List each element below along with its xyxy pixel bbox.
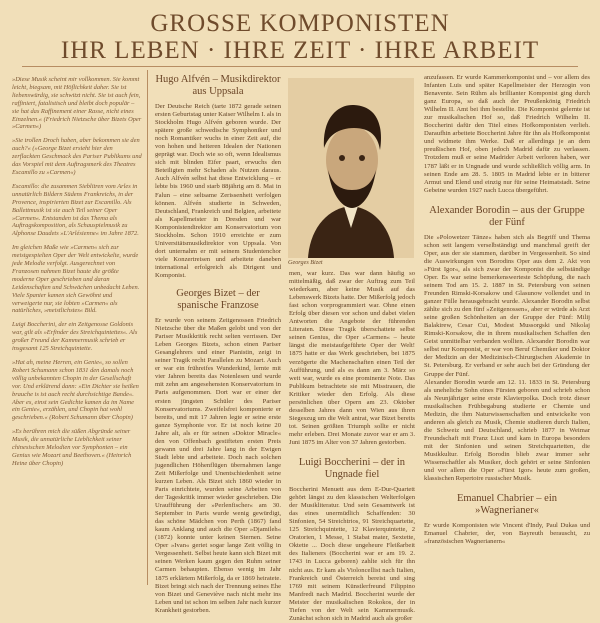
header-title: GROSSE KOMPONISTEN (150, 10, 450, 37)
article-text-bizet: Er wurde von seinem Zeitgenossen Friedrich Nietzsche über die Maßen gelobt und von der Pariser Musikkritik recht selten verrissen. Der Leben Georges Bizets, schon einen Pariser Gesanglehrers und einer Pianistin, zeigt in seiner Tragik recht Parallelen zu Mozart. Auch er war ein frühreifes Wunderkind, lernte mit vier Jahren bereits das Notenlesen und wurde mit zehn am angesehensten Konservatorium in Paris aufgenommen. Dort war er einer der ersten jüngsten Schüler des Pariser Konservatoriums. Zweifelsfrei komponierte er bereits, und mit 17 Jahren legte er seine erste ganze Symphonie vor. Er ist noch keine 20 Jahre alt, als er für seinen »Doktor Miracle« den von Offenbach gestifteten ersten Preis gewann und drei Jahre lang in der Ewigen Stadt lebte und arbeitete. Doch nach solchen jugendlichen Höhenflügen übernahmen lange Zeit Mißerfolge und Unentschiedenheit seine kurzen Leben. Als Bizet sich 1860 wieder in Paris einrichtete, wurden seine Arbeiten von der Tageskritik immer wieder geschrieben. Die Uraufführung der »Perlenfischer« am 30. September in Paris wurde wenig gewürdigt, das schöne Mädchen von Perth (1867) fand kaum Anklang und auch die Oper »Djamileh« (1872) konnte unter keinen Sternen. Seine Oper »Ivan« geriet sogar lange Zeit völlig in Vergessenheit. Selbst heute kann sich Bizet mit seinen Werken kaum gegen den Ruhm seiner Carmen behaupten. Ebenso wenig im Jahr 1875 erklärtem Mißerfolg, da er 1869 heiratete. Bizet bringt sich nach der Trennung seines Ehe von Bizet und Geneviève nach nicht mehr ins Leben und ist schon im selben Jahr nach kurzer Krankheit gestorben. (155, 317, 281, 614)
column-3 (289, 270, 415, 622)
bizet-portrait-icon (288, 78, 414, 258)
article-text-borodin-continued: Alexander Borodin wurde am 12. 11. 1833 in St. Petersburg als uneheliche Sohn eines Fürsten geboren und schrieb schon als Neunjähriger seine erste Klavierpolka. Doch trotz dieser musikalischen Frühbegabung studierte er Chemie und Medizin, die ihm Naturwissenschaften und entwickelte von anderen als gleich zu Musik, Chemie studieren durch Italien, die Schweiz und Deutschland, schrieb 1877 in Weimar Freundschaft mit Franz Liszt und kam in Europa besonders mit der Sinfonien und seinen Streichquartetten, die Musikkultur. Erfolg Borodin blieb zwar immer sehr Wissenschaftler als Musiker, doch gehört er seine Sinfonien und vor allem die Oper »Fürst Igor« heute zum großen, klassischen Repertoire russischer Musik. (424, 378, 590, 483)
article-text-boccherini-continued: anzufassen. Er wurde Kammerkomponist und – vor allem des Infanten Luis und später Kapellmeister der Herzogin von Benavente. Sein Rühm als brillianter Komponist ging durch ganz Europa, so daß auch der Preußenkönig Friedrich Wilhelm II. Amt bei ihm bestellte. Die Komponist gelernte ist zur musikalischen Hof so, daß Friedrich Wilhelm II. Boccherini dafür den Titel eines Hofkomponisten verlieh. Daraufhin arbeitete Boccherini Jahre für ihn als Hofkomponist und widmete ihm Werke. Daß er allerdings je an dem preußischen Hof, oben jedoch Madrid dafür zu verlassen. Trotzdem muß er seine Madrider Arbeit verloren haben, wer 1787 läßt er in Ungnade und wurde schließlich völlig arm. In seinen Ende am 28. 5. 1805 in Madrid lebte er in bitterer Armut und Elend und einzig nur für seine Heimatstadt. Seine Gebeine wurden 1927 nach Lucca übergeführt. (424, 74, 590, 194)
article-title-boccherini: Luigi Boccherini – der in Ungnade fiel (298, 457, 406, 481)
column-4 (424, 74, 590, 586)
quote-sidebar (12, 76, 142, 474)
article-title-chabrier: Emanuel Chabrier – ein »Wagnerianer« (456, 493, 557, 517)
portrait-image (288, 78, 414, 258)
article-text-alfven: Der Deutsche Reich (tarte 1872 gerade seinen ersten Geburtstag unter Kaiser Wilhelm I. als in Stockholm Hugo Alfvén geboren wurde. Der spätere große schwedische Symphoniker und noch Romantiker wuchs in einer Zeit auf, die von hohen und heiteren Idealen der Nationen geprägt war. Doch wie so oft, wenn Idealismus sich mit blinden Eifer paart, erwuchs den Beteiligten mehr Schaden als Nutzen daraus. Auch Alfvén selbst hat diese Entwicklung – er lebte bis 1960 und starb 88jährig am 8. Mai in Falun – eine seltsame Zerissenheit verfolgen können. Alfvén studierte in Schweden, Deutschland, Frankreich und Belgien, arbeitete als Kapellmeister in Dresden und war Komponistendirektor am Konservatorium von Stockholm. Schon 1910 erreichte er zum Universitätsmusikdirektor von Uppsala. Von dort unternahm er mit seinem Studentenchor viele Konzertreisen und arbeitete daneben international erfolgreich als Dirigent und Komponist. (155, 103, 281, 279)
portrait-caption: Georges Bizet (288, 259, 323, 266)
quote-item: »Sie trollen Droch haben, aber bekommen sie den auch?« (»George Bizet ersieht hier den zerflackten Geschmack des Pariser Publikums und das Vorspiel mit dem Auftragsmerk des Theatres Escamillo zu »Carmen«) (12, 137, 142, 176)
quote-item: »Hat ah, meine Herren, ein Genie«, so sollen Robert Schumann schon 1831 den damals noch völlig unbekannten Chopin in der Gesellschaft vor. Und erklärend dann: »Ein Dichter sie heißen brauche is ist auch recht durchsichtige Bande«. Aber es, einst sein Gedichte kamen da im Name ein Genie«, erzählen, und Chopin hat wohl geschrieben.« (Robert Schumann über Chopin) (12, 359, 139, 422)
quote-item: »Diese Musik scheint mir vollkommen. Sie kommt leicht, biegsam, mit Höflichkeit daher. Sie ist liebenswürdig, sie schwitzt nicht. Sie ist auch fein, raffiniert, fatalistisch und bleibt doch populär – sie hat das Raffinement einer Rasse, nicht eines Einzelnen.« (Friedrich Nietzsche über Bizets Oper »Carmen«) (12, 76, 142, 131)
header-subtitle: IHR LEBEN · IHRE ZEIT · IHRE ARBEIT (60, 37, 540, 64)
column-divider (147, 70, 148, 585)
page-header (0, 10, 600, 64)
article-text-borodin: Die »Polowetzer Tänze« haben sich als Begriff und Thema schon seit langem verselbständigt und manchmal greift der Oper, aus der sie stammen, darüber in Vergessenheit. So sind die Auswirkungen von Borodins Oper aus dem 2. Akt von »Fürst Igor«, als sich zwar der Komponist die selbständige Oper. Es war seine bemerkenswerteste Schöpfung, die nach seinem Tod am 15. 2. 1887 in St. Petersburg von seinen Freunden Rimski-Korsakow und Glasunow vollendet und in ganzer Fülle herausgebracht wurde. Alexander Borodin selbst zählte sich zu den fünf »Zeitgenossen«, aber er würde als Arzt seine großen Schönheiten an der Gruppe der Fünf: Milij Balakirew, Cesar Cui, Modest Mussorgski und Nikolaj Rimski-Korsakow, die in ihrem musikalischen Schaffen den Geist unmittelbar verbanden wollten. Alexander Borodin war selbst nur Komponist, er war von Beruf Chemiker und Doktor der Medizin an der Medizinisch-Chirurgischen Akademie in St. Petersburg. Er verband er sehr auch bei der Gründung der Gruppe der Fünf. (424, 233, 590, 378)
article-title-bizet: Georges Bizet – der spanische Franzose (176, 288, 260, 312)
article-title-borodin: Alexander Borodin – aus der Gruppe der Fünf (429, 204, 585, 228)
quote-item: »Es berühren mich die süßen Abgründe seiner Musik, die unnatürliche Lieblichkeit seiner chinesischen Melodien vor Symphonien – ein Genius wie Mozart und Beethoven.« (Heinrich Heine über Chopin) (12, 428, 132, 467)
quote-item: Im gleichen Maße wie »Carmen« sich zur meistgespielten Oper der Welt entwickelte, wurde jede Melodie verfolgt. Ausgerechnet von Franzosen nahmen Bizet haute die größte moderne Oper geschrieben und daran Leidenschaften und Schwächen unbedacht Leben. Viele Spanier kamen sich Gewöhnt und verweigerte nur, sie lobten »Carmen« als natürliches, »meistlichstes« Bild. (12, 244, 140, 315)
article-title-alfven: Hugo Alfvén – Musikdirektor aus Uppsala (155, 74, 281, 97)
article-text-boccherini: Boccherini Menuett aus dem E-Dur-Quartett gehört längst zu den klassischen Welterfolgen der Musikliteratur. Und sein Gesamtwerk ist das eines unermüdlich Schaffenden: 30 Sinfonien, 54 Streichtrios, 91 Streichquartette, 125 Streichquintette, 12 Klavierquintette, 2 Oratorien, 1 Messe, 1 Stabat mater, Sextette, Oktette ... Doch diese ungeheure Fleißarbeit des Italieners (Boccherini war er am 19. 2. 1743 in Lucca geboren) zahlte sich für ihn nicht aus. Er kam als Violoncellist nach Italien, Frankreich und Österreich bereist und sing 1769 mit seinem Künstlerfreund Filippino Manfredi nach Madrid. Boccherini wurde der Meister der musikalischen Rokokos, der in Tiefen von der Welt sein Kammermusik. Zunächst schon sich in Madrid auch als großer (289, 486, 415, 622)
article-text-chabrier: Er wurde Komponisten wie Vincent d'Indy, Paul Dukas und Emanuel Chabrier, der, von Bayreuth berauscht, zu »französischen Wagnerianern« (424, 522, 590, 546)
column-2 (155, 74, 281, 614)
article-text-bizet-continued: men, war kurz. Das war dann häufig so mittelmäßig, daß zwar der Auftrag zum Teil wiederkam, aber keine Musik auf das Lebenswerk Bizets hatte. Der Mißerfolg jedoch fast schon vorprogrammiert war. Ohne einen Erfolg über diesen vor schon und dabei vielen Antworten die Angebote der führenden Literaten. Diese Tragik überschattete selbst seinen Genius, die Oper »Carmen« – heute längst die meistaufgeführte Oper der Welt! 1875 hatte er das Werk geschrieben, bei 1875 verzögerte die Machenschaften einen Teil der Aufführung, und als es dann am 3. März so weit war, wurde es eine prominente Note. Das Publikum betrachtete sie mit Misstrauen, die Kritiker wieder den Erfolg. Als diese persönlichen über Opern am 23. Oktober desselben Jahres dann von Wien aus ihren Siegeszug um die Welt antrat, war Bizet bereits tot. Seinen größten Triumph sollte er nicht mehr erleben. Drei Monate zuvor war er am 3. Juni 1875 im Alter von 37 Jahren gestorben. (289, 270, 415, 446)
quote-item: Luigi Boccherini, der ein Zeitgenosse Goldonis war, gilt als »Erfinder des Streichquintettes«. Als großer Freund der Kammermusik schrieb er insgesamt 125 Streichquintette. (12, 321, 138, 353)
header-rule (22, 66, 578, 67)
quote-item: Escamillo: die zusammen Sieblitren vom Arles in unnatürlich Bildern Südens Frankreichs, in der Provence, inspirierten Bizet zur Escamillo. Als Ballettmusik ist sie auch Teil seiner Oper »Carmen«. Entstanden ist das Thema als Auftragskomposition, als Schauspielmusik zu Alphonse Daudets »L'Arlésienne« im Jahre 1872. (12, 182, 139, 238)
